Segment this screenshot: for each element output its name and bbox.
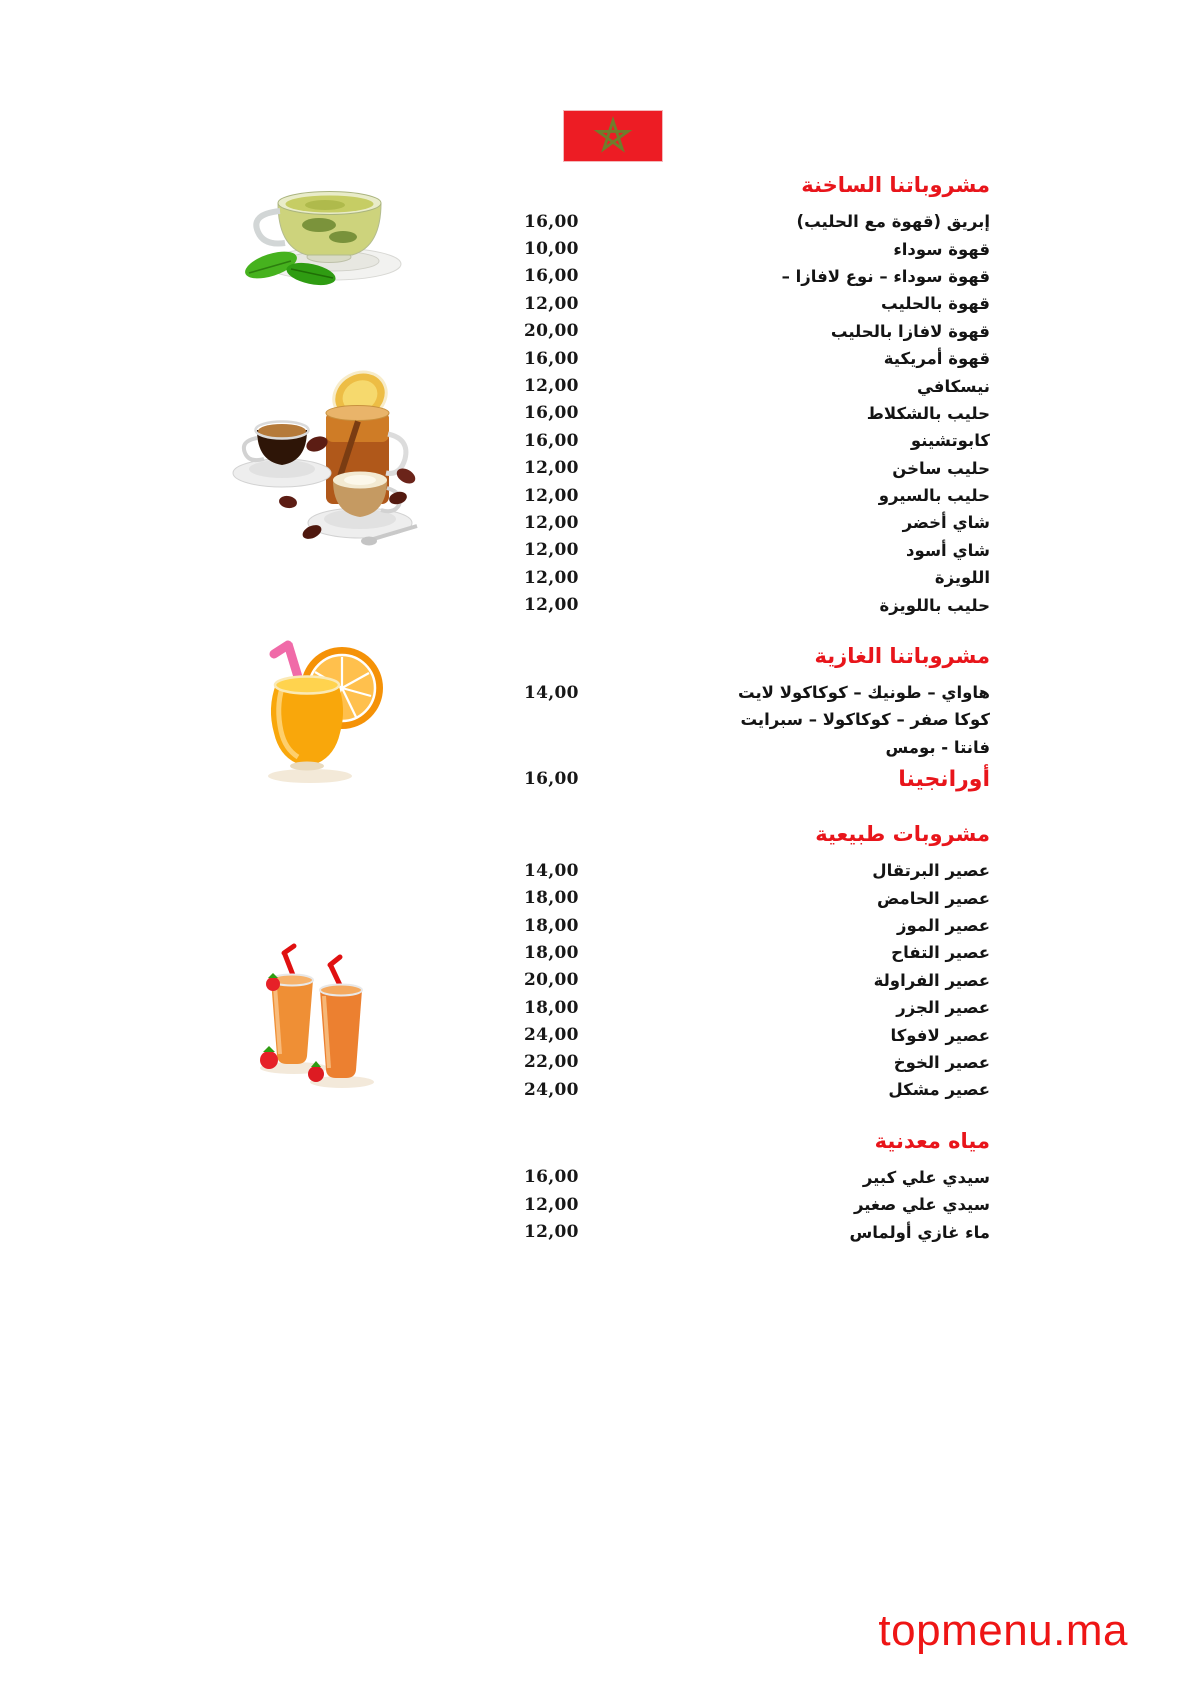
item-name: نيسكافي	[916, 376, 990, 396]
item-price: 14,00	[524, 860, 579, 881]
item-name: عصير مشكل	[888, 1080, 990, 1100]
item-name: فانتا - بومس	[885, 737, 990, 757]
menu-item-row	[510, 1049, 990, 1076]
menu-item-row	[510, 372, 990, 399]
item-name: شاي أخضر	[902, 513, 990, 533]
item-name: عصير التفاح	[891, 943, 990, 963]
item-name: كابوتشينو	[910, 431, 990, 451]
item-name: ماء غازي أولماس	[849, 1222, 990, 1242]
section-title: مشروبات طبيعية	[815, 822, 990, 847]
strawberry-juice-photo	[256, 942, 378, 1094]
item-name: شاي أسود	[906, 540, 990, 560]
menu-item-row	[510, 734, 990, 761]
menu-item-row	[510, 706, 990, 733]
item-name: سيدي علي كبير	[862, 1167, 990, 1187]
item-name: عصير الجزر	[896, 998, 990, 1018]
item-price: 12,00	[524, 1194, 579, 1215]
menu-item-row	[510, 235, 990, 262]
menu-item-row	[510, 1218, 990, 1245]
green-tea-photo	[233, 165, 413, 291]
menu-section	[510, 1126, 990, 1246]
item-price: 20,00	[524, 970, 579, 991]
menu-item-row	[510, 994, 990, 1021]
item-name: قهوة بالحليب	[881, 294, 990, 314]
item-name: قهوة أمريكية	[883, 349, 990, 369]
item-name: سيدي علي صغير	[853, 1195, 990, 1215]
item-name: أورانجينا	[898, 766, 990, 792]
menu-item-row	[510, 679, 990, 706]
item-price: 12,00	[524, 540, 579, 561]
menu-item-row	[510, 537, 990, 564]
menu-item-row	[510, 591, 990, 618]
item-price: 18,00	[524, 942, 579, 963]
item-price: 22,00	[524, 1052, 579, 1073]
menu-item-row	[510, 1191, 990, 1218]
item-price: 16,00	[524, 769, 579, 790]
menu-item-row	[510, 427, 990, 454]
item-price: 16,00	[524, 266, 579, 287]
menu-section	[510, 170, 990, 619]
menu-item-row	[510, 208, 990, 235]
item-name: عصير البرتقال	[872, 861, 990, 881]
item-name: عصير لافوكا	[890, 1025, 990, 1045]
item-name: قهوة سوداء – نوع لافازا –	[781, 266, 990, 286]
menu-item-row	[510, 884, 990, 911]
menu-item-row	[510, 482, 990, 509]
orange-juice-photo	[238, 636, 390, 792]
item-price: 18,00	[524, 915, 579, 936]
item-name: عصير الخوخ	[893, 1052, 990, 1072]
item-price: 12,00	[524, 458, 579, 479]
item-price: 12,00	[524, 567, 579, 588]
item-price: 16,00	[524, 403, 579, 424]
item-price: 16,00	[524, 1167, 579, 1188]
item-price: 18,00	[524, 888, 579, 909]
item-price: 18,00	[524, 997, 579, 1018]
menu-item-row	[510, 1021, 990, 1048]
item-name: عصير الموز	[896, 916, 990, 935]
item-price: 12,00	[524, 512, 579, 533]
item-price: 16,00	[524, 430, 579, 451]
item-price: 24,00	[524, 1025, 579, 1046]
menu-item-row	[510, 290, 990, 317]
item-name: عصير الفراولة	[873, 970, 990, 990]
item-price: 14,00	[524, 682, 579, 703]
menu-item-row	[510, 1076, 990, 1103]
item-price: 12,00	[524, 595, 579, 616]
item-price: 12,00	[524, 485, 579, 506]
item-price: 12,00	[524, 376, 579, 397]
item-price: 20,00	[524, 321, 579, 342]
item-price: 16,00	[524, 348, 579, 369]
menu-section	[510, 641, 990, 797]
item-price: 24,00	[524, 1079, 579, 1100]
item-name: هاواي – طونيك – كوكاكولا لايت	[738, 683, 990, 703]
item-name: كوكا صفر – كوكاكولا – سبرايت	[740, 710, 990, 730]
menu-item-row	[510, 509, 990, 536]
item-price: 12,00	[524, 293, 579, 314]
section-title: مشروباتنا الغازية	[814, 643, 990, 668]
watermark-text: topmenu.ma	[878, 1606, 1128, 1655]
menu-item-row	[510, 1164, 990, 1191]
menu-item-row	[510, 400, 990, 427]
menu-item-row	[510, 345, 990, 372]
coffee-and-tea-photo	[220, 352, 420, 554]
menu-section	[510, 819, 990, 1104]
item-name: إبريق (قهوة مع الحليب)	[796, 212, 990, 232]
menu-item-row	[510, 857, 990, 884]
item-price: 16,00	[524, 211, 579, 232]
menu-item-row	[510, 967, 990, 994]
menu-item-row	[510, 564, 990, 591]
menu-item-row	[510, 761, 990, 797]
menu-item-row	[510, 263, 990, 290]
section-title: مياه معدنية	[874, 1128, 990, 1153]
pentagram-star-icon	[583, 112, 643, 160]
menu-item-row	[510, 912, 990, 939]
menu-item-row	[510, 939, 990, 966]
item-price: 10,00	[524, 239, 579, 260]
item-name: حليب بالسيرو	[878, 486, 990, 506]
item-name: اللويزة	[934, 568, 990, 588]
menu-sections	[510, 170, 990, 1246]
section-title: مشروباتنا الساخنة	[801, 173, 990, 197]
morocco-flag	[563, 110, 663, 162]
item-name: حليب بالشكلاط	[866, 403, 990, 423]
item-name: عصير الحامض	[877, 888, 990, 908]
item-price: 12,00	[524, 1222, 579, 1243]
item-name: حليب ساخن	[892, 458, 990, 478]
item-name: قهوة لافازا بالحليب	[830, 321, 990, 341]
menu-item-row	[510, 455, 990, 482]
menu-item-row	[510, 318, 990, 345]
item-name: قهوة سوداء	[893, 239, 990, 259]
item-name: حليب باللويزة	[879, 595, 990, 615]
